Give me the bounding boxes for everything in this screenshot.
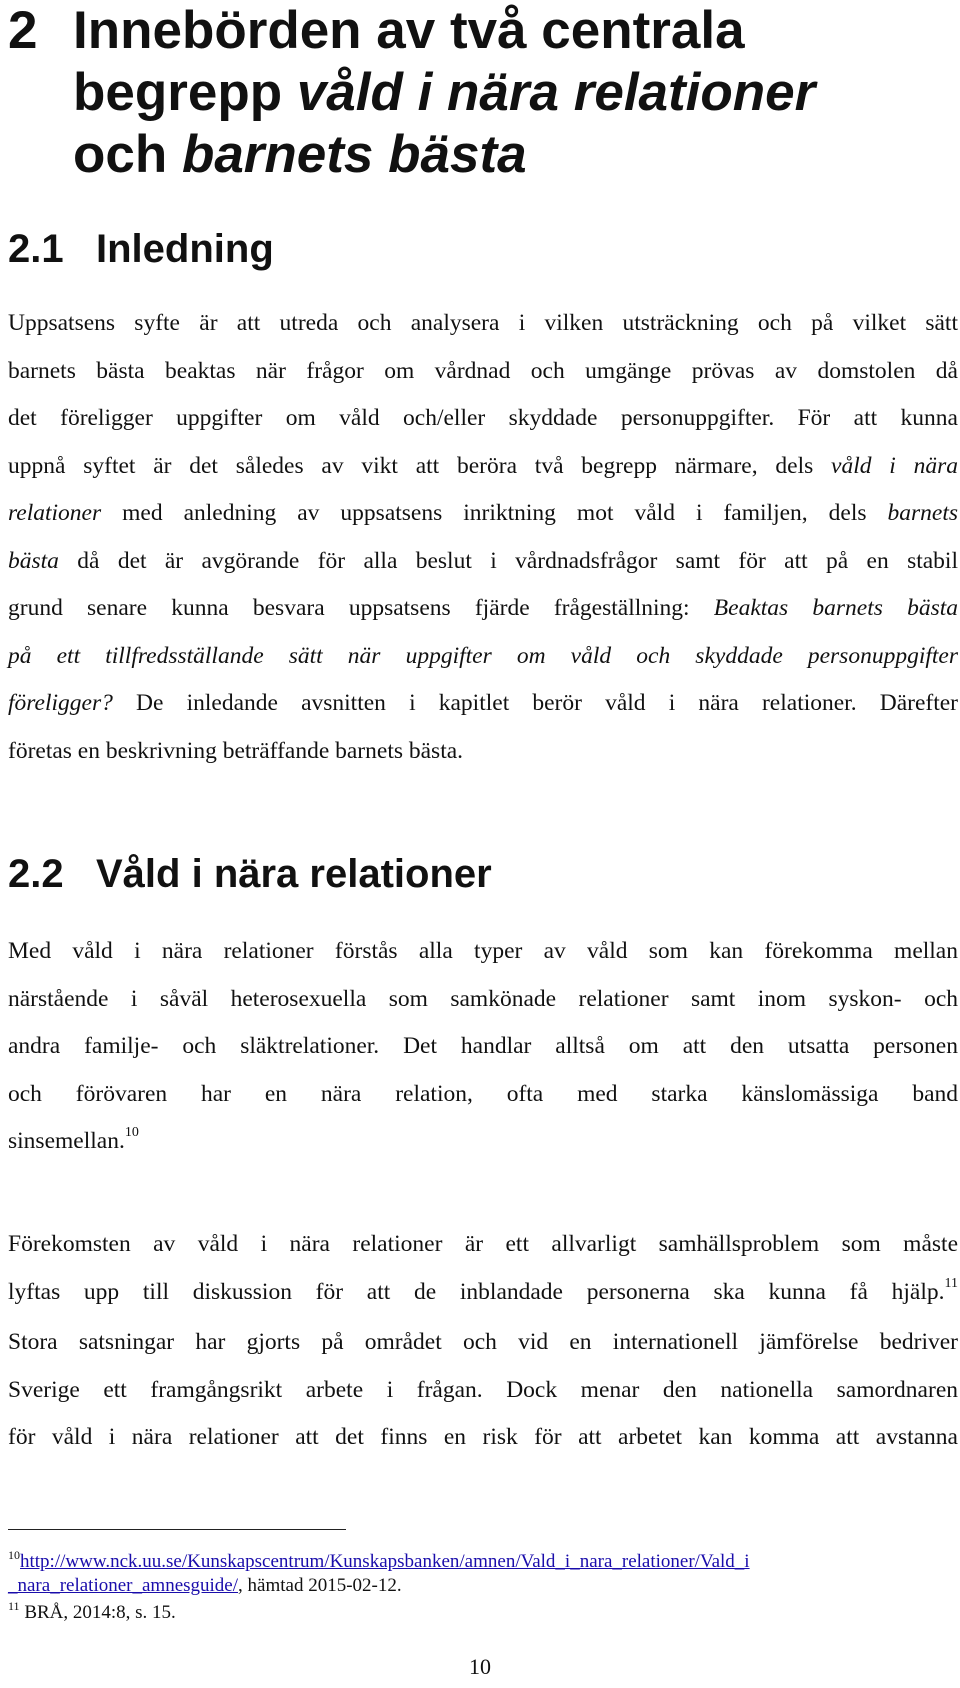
text-line bbox=[8, 1118, 958, 1169]
section-heading-2-2 bbox=[8, 850, 492, 898]
text-line: andra familje- och släktrelationer. Det handlar alltså om att den utsatta personen bbox=[8, 1033, 958, 1059]
footnote-reference[interactable]: 10 bbox=[124, 1125, 139, 1140]
text-line: Stora satsningar har gjorts på området och vid en internationell jämförelse bedriver bbox=[8, 1329, 958, 1355]
section-heading-2-1 bbox=[8, 225, 274, 273]
footnote-link[interactable]: http://www.nck.uu.se/Kunskapscentrum/Kunskapsbanken/amnen/Vald_i_nara_relationer/Vald_i bbox=[20, 1551, 750, 1572]
emphasis-run: våld i nära bbox=[831, 452, 958, 479]
emphasis-run: Beaktas barnets bästa bbox=[713, 595, 958, 621]
section-2-1-paragraph bbox=[8, 300, 958, 775]
text-run: grund senare kunna besvara uppsatsens fjärde frågeställning: bbox=[8, 595, 714, 621]
chapter-title-emphasis: barnets bästa bbox=[181, 125, 527, 184]
text-line: Uppsatsens syfte är att utreda och analysera i vilken utsträckning och på vilket sätt bbox=[8, 310, 958, 336]
text-line bbox=[8, 680, 958, 728]
footnote-text: , hämtad 2015-02-12. bbox=[238, 1575, 402, 1596]
emphasis-run: bästa bbox=[8, 547, 59, 574]
footnote-11 bbox=[8, 1601, 176, 1626]
chapter-title-emphasis: våld i nära relationer bbox=[296, 63, 816, 122]
footnote-10-continued bbox=[8, 1574, 402, 1598]
emphasis-run: barnets bbox=[887, 500, 958, 526]
section-number: 2.1 bbox=[8, 227, 64, 271]
text-line: Förekomsten av våld i nära relationer är ett allvarligt samhällsproblem som måste bbox=[8, 1231, 958, 1257]
footnote-number: 10 bbox=[8, 1548, 20, 1562]
footnote-separator bbox=[8, 1529, 346, 1530]
text-line bbox=[8, 633, 958, 681]
footnote-link[interactable]: _nara_relationer_amnesguide/ bbox=[8, 1575, 239, 1596]
emphasis-run: på ett tillfredsställande sätt när uppgifter om våld och skyddade personuppgifter bbox=[8, 642, 958, 669]
section-number: 2.2 bbox=[8, 852, 64, 896]
footnote-text: BRÅ, 2014:8, s. 15. bbox=[19, 1602, 176, 1623]
chapter-title bbox=[73, 0, 815, 186]
text-line: företas en beskrivning beträffande barnets bästa. bbox=[8, 737, 464, 764]
text-line bbox=[8, 443, 958, 491]
text-line bbox=[8, 585, 958, 633]
emphasis-run: relationer bbox=[8, 500, 102, 526]
chapter-number: 2 bbox=[8, 1, 38, 60]
text-line: Sverige ett framgångsrikt arbete i frågan. Dock menar den nationella samordnaren bbox=[8, 1376, 958, 1403]
section-2-2-paragraph-1 bbox=[8, 928, 958, 1169]
text-line bbox=[8, 490, 958, 538]
text-line: närstående i såväl heterosexuella som samkönade relationer samt inom syskon- och bbox=[8, 985, 958, 1012]
text-run: sinsemellan. bbox=[8, 1128, 125, 1154]
section-title: Våld i nära relationer bbox=[96, 852, 492, 896]
text-run: lyftas upp till diskussion för att de inblandade personerna ska kunna få hjälp. bbox=[8, 1278, 945, 1305]
chapter-title-text: och bbox=[73, 125, 182, 184]
text-line: det föreligger uppgifter om våld och/eller skyddade personuppgifter. För att kunna bbox=[8, 405, 958, 431]
section-title: Inledning bbox=[96, 227, 274, 271]
text-run: med anledning av uppsatsens inriktning mot våld i familjen, dels bbox=[101, 500, 888, 526]
chapter-title-line-2 bbox=[73, 62, 815, 124]
text-line: barnets bästa beaktas när frågor om vårdnad och umgänge prövas av domstolen då bbox=[8, 357, 958, 384]
emphasis-run: föreligger? bbox=[8, 690, 113, 716]
text-line bbox=[8, 538, 958, 586]
chapter-title-line-1: Innebörden av två centrala bbox=[73, 1, 745, 60]
text-run: De inledande avsnitten i kapitlet berör våld i nära relationer. Därefter bbox=[112, 690, 958, 716]
page-number: 10 bbox=[469, 1654, 491, 1679]
text-line: Med våld i nära relationer förstås alla typer av våld som kan förekomma mellan bbox=[8, 938, 958, 964]
footnote-number: 11 bbox=[8, 1599, 20, 1613]
text-run: då det är avgörande för alla beslut i vårdnadsfrågor samt för att på en stabil bbox=[58, 547, 958, 574]
section-2-2-paragraph-2 bbox=[8, 1221, 958, 1462]
footnote-reference[interactable]: 11 bbox=[944, 1275, 958, 1291]
footnote-10 bbox=[8, 1550, 750, 1575]
text-line bbox=[8, 1269, 958, 1320]
chapter-title-line-3 bbox=[73, 124, 815, 186]
text-run: uppnå syftet är det således av vikt att beröra två begrepp närmare, dels bbox=[8, 452, 832, 479]
text-line: och förövaren har en nära relation, ofta med starka känslomässiga band bbox=[8, 1080, 958, 1107]
chapter-title-text: begrepp bbox=[73, 63, 297, 122]
text-line: för våld i nära relationer att det finns en risk för att arbetet kan komma att avstanna bbox=[8, 1424, 958, 1450]
